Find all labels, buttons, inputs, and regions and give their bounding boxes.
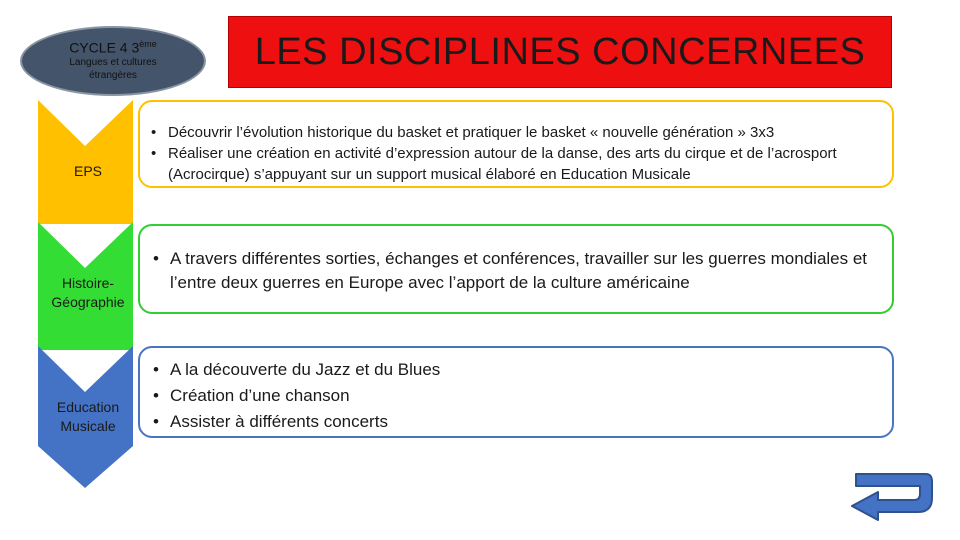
page-title: LES DISCIPLINES CONCERNEES (254, 30, 866, 73)
bullet-musique-3: • Assister à différents concerts (146, 409, 884, 435)
label-education-musicale: Education Musicale (56, 399, 120, 434)
label-eps: EPS (73, 163, 102, 179)
chevron-eps (38, 100, 133, 224)
chevron-histoire-geographie (38, 222, 133, 350)
cycle-title: CYCLE 4 3ème (69, 39, 157, 56)
page-title-box (228, 16, 892, 88)
panel-eps (138, 100, 894, 188)
bullet-eps-1: • Découvrir l’évolution historique du basket et pratiquer le basket « nouvelle génération » 3x3 (144, 122, 884, 143)
cycle-badge (20, 26, 206, 96)
label-histoire-geographie: Histoire-Géographie (51, 275, 125, 310)
bullet-musique-2: • Création d’une chanson (146, 383, 884, 409)
panel-education-musicale (138, 346, 894, 438)
bullet-eps-2: • Réaliser une création en activité d’expression autour de la danse, des arts du cirque et de l’acrosport (Acrocirque) s’appuyant sur un support musical élaboré en Education Musicale (144, 143, 884, 185)
bullet-musique-1: • A la découverte du Jazz et du Blues (146, 357, 884, 383)
cycle-subtitle: Langues et cultures étrangères (69, 57, 157, 81)
return-arrow-icon[interactable] (848, 468, 934, 522)
chevron-education-musicale (38, 346, 133, 488)
panel-histoire-geographie (138, 224, 894, 314)
bullet-histoire-1: • A travers différentes sorties, échanges et conférences, travailler sur les guerres mondiales et l’entre deux guerres en Europe avec l’apport de la culture américaine (146, 247, 884, 295)
